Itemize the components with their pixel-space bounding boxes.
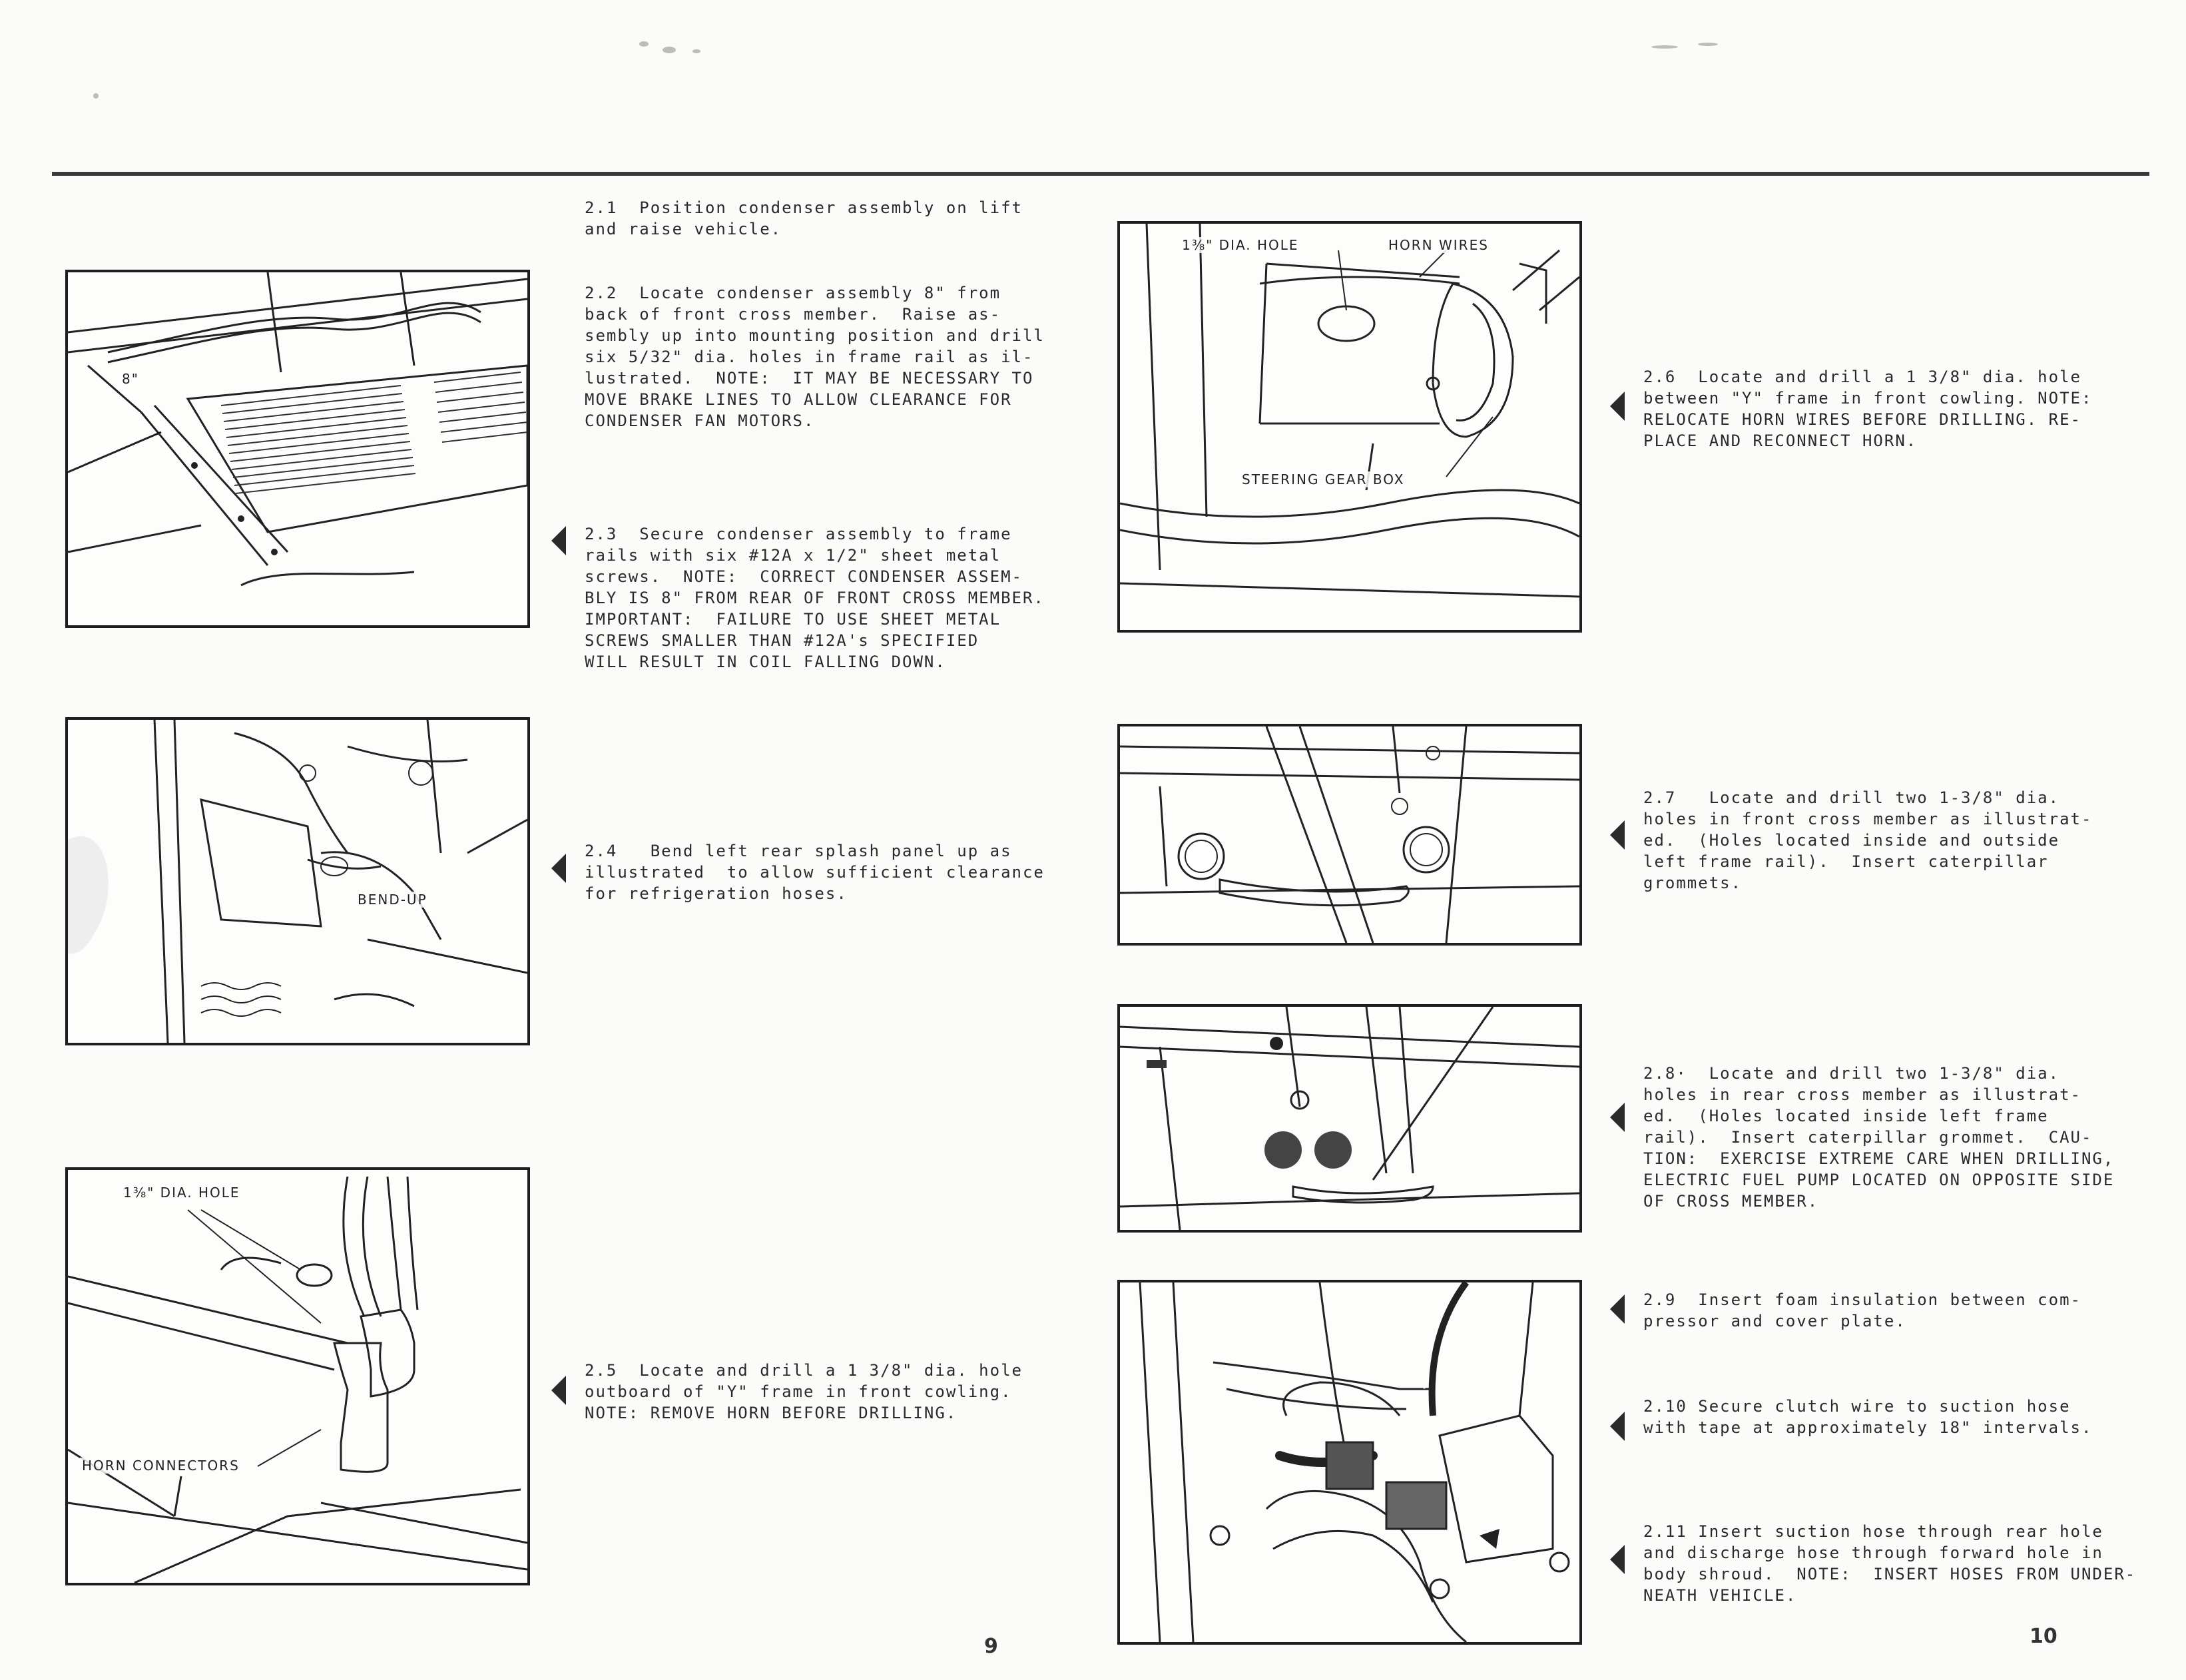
scan-speck — [1651, 45, 1678, 49]
scan-speck — [692, 49, 700, 53]
scan-speck — [663, 47, 676, 53]
step-2-5-text: 2.5 Locate and drill a 1 3/8" dia. hole outboard of "Y" frame in front cowling. NOTE: REMOVE HORN BEFORE DRILLING. — [585, 1361, 1023, 1422]
fig1-dimension-label: 8" — [120, 371, 141, 387]
compressor-hoses-illustration — [1120, 1282, 1579, 1642]
step-2-2-text: 2.2 Locate condenser assembly 8" from back of front cross member. Raise as- sembly up into mounting position and drill six 5/32" dia. holes in frame rail as il- lustrated. NOTE: IT MAY BE NECESSARY TO MOVE BRAKE LINES TO ALLOW CLEARANCE FOR CONDENSER FAN MOTORS. — [585, 284, 1045, 430]
page-number-left: 9 — [984, 1635, 998, 1658]
step-2-1-text: 2.1 Position condenser assembly on lift and raise vehicle. — [585, 198, 1023, 238]
step-2-9-text: 2.9 Insert foam insulation between com- pressor and cover plate. — [1643, 1290, 2081, 1330]
header-rule — [52, 172, 2149, 176]
figure-horn-wires — [1117, 221, 1582, 633]
scan-speck — [93, 93, 99, 99]
fig4-hole-label: 1⅜" DIA. HOLE — [1180, 237, 1301, 253]
scan-speck — [1698, 43, 1718, 46]
step-2-4-text: 2.4 Bend left rear splash panel up as illustrated to allow sufficient clearance for refrigeration hoses. — [585, 842, 1045, 903]
fig4-steering-gear-label: STEERING GEAR BOX — [1240, 471, 1406, 487]
pointer-arrow-icon — [1610, 1103, 1625, 1132]
step-2-8-text: 2.8· Locate and drill two 1-3/8" dia. holes in rear cross member as illustrat- ed. (Holes located inside left frame rail). Insert caterpillar grommet. CAU- TION: EXERCISE EXTREME CARE WHEN DRILLING, ELECTRIC FUEL PUMP LOCATED ON OPPOSITE SIDE OF CROSS MEMBER. — [1643, 1064, 2115, 1211]
fig4-horn-wires-label: HORN WIRES — [1386, 237, 1491, 253]
pointer-arrow-icon — [551, 1376, 566, 1405]
figure-rear-cross-member — [1117, 1004, 1582, 1233]
rear-cross-member-illustration — [1120, 1007, 1579, 1230]
horn-wires-illustration — [1120, 224, 1579, 630]
step-2-10-text: 2.10 Secure clutch wire to suction hose with tape at approximately 18" intervals. — [1643, 1397, 2093, 1437]
fig3-horn-connectors-label: HORN CONNECTORS — [80, 1458, 242, 1474]
figure-splash-panel — [65, 717, 530, 1045]
splash-panel-illustration — [68, 720, 527, 1043]
horn-connectors-illustration — [68, 1170, 527, 1583]
fig2-bend-up-label: BEND-UP — [356, 892, 429, 908]
figure-compressor-hoses — [1117, 1280, 1582, 1645]
step-2-6-text: 2.6 Locate and drill a 1 3/8" dia. hole between "Y" frame in front cowling. NOTE: RELOCATE HORN WIRES BEFORE DRILLING. RE- PLACE AND RECONNECT HORN. — [1643, 368, 2093, 450]
pointer-arrow-icon — [1610, 1294, 1625, 1324]
fig3-hole-label: 1⅜" DIA. HOLE — [121, 1185, 242, 1201]
figure-horn-connectors — [65, 1167, 530, 1585]
pointer-arrow-icon — [1610, 820, 1625, 850]
step-2-11-text: 2.11 Insert suction hose through rear hole and discharge hose through forward hole in body shroud. NOTE: INSERT HOSES FROM UNDER- NEATH VEHICLE. — [1643, 1522, 2137, 1605]
pointer-arrow-icon — [551, 854, 566, 883]
pointer-arrow-icon — [1610, 1412, 1625, 1441]
pointer-arrow-icon — [1610, 392, 1625, 421]
front-cross-member-illustration — [1120, 726, 1579, 943]
scan-speck — [639, 41, 649, 47]
page-number-right: 10 — [2030, 1625, 2057, 1648]
condenser-illustration — [68, 272, 527, 625]
pointer-arrow-icon — [551, 526, 566, 555]
step-2-3-text: 2.3 Secure condenser assembly to frame rails with six #12A x 1/2" sheet metal screws. NOTE: CORRECT CONDENSER ASSEM- BLY IS 8" FROM REAR OF FRONT CROSS MEMBER. IMPORTANT: FAILURE TO USE SHEET METAL SCREWS SMALLER THAN #12A's SPECIFIED WILL RESULT IN COIL FALLING DOWN. — [585, 525, 1045, 671]
step-2-7-text: 2.7 Locate and drill two 1-3/8" dia. holes in front cross member as illustrat- ed. (Holes located inside and outside left frame rail). Insert caterpillar grommets. — [1643, 788, 2093, 892]
figure-condenser — [65, 270, 530, 628]
pointer-arrow-icon — [1610, 1545, 1625, 1574]
figure-front-cross-member — [1117, 724, 1582, 946]
